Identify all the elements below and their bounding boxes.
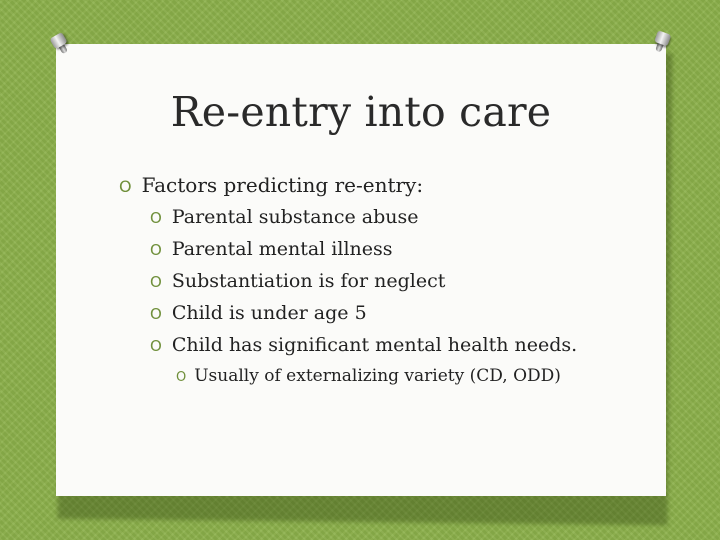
bullet-marker-icon: O [150, 305, 162, 323]
main-bullet [119, 173, 423, 197]
sub-bullet [150, 270, 445, 292]
sub-bullet [150, 238, 393, 260]
bullet-marker-icon: O [150, 273, 162, 291]
slide-title: Re-entry into care [170, 88, 552, 136]
bullet-marker-icon: O [150, 241, 162, 259]
pushpin-icon [651, 30, 672, 55]
sub-bullet [150, 206, 418, 228]
sub-bullet [150, 334, 577, 356]
sub-bullet-text: Child is under age 5 [171, 302, 367, 324]
bullet-marker-icon: O [150, 337, 162, 355]
sub-bullet-text: Child has significant mental health needs. [171, 334, 578, 356]
bullet-marker-icon: O [119, 177, 132, 196]
bullet-marker-icon: O [176, 370, 187, 385]
bullet-marker-icon: O [150, 209, 162, 227]
sub-bullet-text: Parental mental illness [171, 238, 393, 260]
sub-bullet-text: Substantiation is for neglect [171, 270, 446, 292]
sub-bullet [150, 302, 367, 324]
sub-sub-bullet [176, 366, 561, 386]
main-bullet-text: Factors predicting re-entry: [141, 173, 424, 197]
sub-sub-bullet-text: Usually of externalizing variety (CD, ODD) [194, 366, 561, 386]
sub-bullet-text: Parental substance abuse [171, 206, 419, 228]
